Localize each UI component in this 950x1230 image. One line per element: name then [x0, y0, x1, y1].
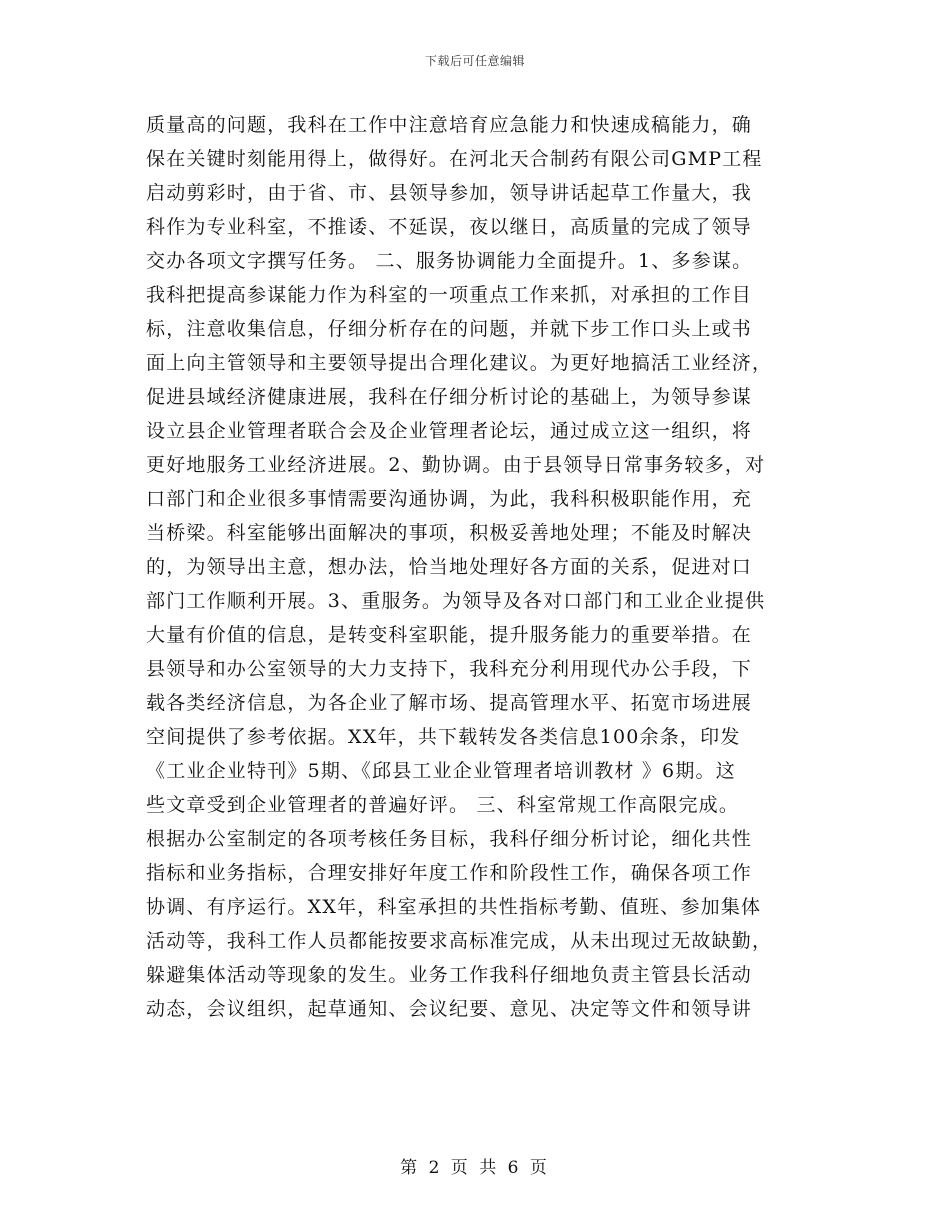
- body-line: 当桥梁。科室能够出面解决的事项，积极妥善地处理；不能及时解决: [146, 522, 753, 544]
- body-line: 指标和业务指标，合理安排好年度工作和阶段性工作，确保各项工作: [146, 862, 753, 884]
- body-line: 部门工作顺利开展。3、重服务。为领导及各对口部门和工业企业提供: [146, 590, 766, 612]
- body-line: 口部门和企业很多事情需要沟通协调，为此，我科积极职能作用，充: [146, 488, 753, 510]
- body-line: 的，为领导出主意，想办法，恰当地处理好各方面的关系，促进对口: [146, 556, 753, 578]
- body-line: 启动剪彩时，由于省、市、县领导参加，领导讲话起草工作量大，我: [146, 182, 753, 204]
- body-line: 活动等，我科工作人员都能按要求高标准完成，从未出现过无故缺勤，: [146, 930, 773, 952]
- body-line: 空间提供了参考依据。XX年，共下载转发各类信息100余条，印发: [146, 726, 741, 748]
- body-line: 动态，会议组织，起草通知、会议纪要、意见、决定等文件和领导讲: [146, 998, 753, 1020]
- page-header: 下载后可任意编辑: [424, 54, 525, 68]
- body-line: 载各类经济信息，为各企业了解市场、提高管理水平、拓宽市场进展: [146, 692, 753, 714]
- body-line: 更好地服务工业经济进展。2、勤协调。由于县领导日常事务较多，对: [146, 454, 766, 476]
- body-line: 我科把提高参谋能力作为科室的一项重点工作来抓，对承担的工作目: [146, 284, 753, 306]
- body-line: 面上向主管领导和主要领导提出合理化建议。为更好地搞活工业经济，: [146, 352, 773, 374]
- body-line: 质量高的问题，我科在工作中注意培育应急能力和快速成稿能力，确: [146, 114, 753, 136]
- body-line: 些文章受到企业管理者的普遍好评。 三、科室常规工作高限完成。: [146, 794, 740, 816]
- body-line: 县领导和办公室领导的大力支持下，我科充分利用现代办公手段，下: [146, 658, 753, 680]
- body-line: 科作为专业科室，不推诿、不延误，夜以继日，高质量的完成了领导: [146, 216, 753, 238]
- body-line: 根据办公室制定的各项考核任务目标，我科仔细分析讨论，细化共性: [146, 828, 753, 850]
- body-line: 标，注意收集信息，仔细分析存在的问题，并就下步工作口头上或书: [146, 318, 753, 340]
- body-line: 保在关键时刻能用得上，做得好。在河北天合制药有限公司GMP工程: [146, 148, 763, 170]
- body-line: 躲避集体活动等现象的发生。业务工作我科仔细地负责主管县长活动: [146, 964, 753, 986]
- body-line: 大量有价值的信息，是转变科室职能，提升服务能力的重要举措。在: [146, 624, 753, 646]
- body-line: 促进县域经济健康进展，我科在仔细分析讨论的基础上，为领导参谋: [146, 386, 753, 408]
- document-body: [146, 108, 806, 1026]
- body-line: 交办各项文字撰写任务。 二、服务协调能力全面提升。1、多参谋。: [146, 250, 753, 272]
- body-line: 设立县企业管理者联合会及企业管理者论坛，通过成立这一组织，将: [146, 420, 753, 442]
- page-number: 第 2 页 共 6 页: [400, 1158, 550, 1178]
- body-line: 《工业企业特刊》5期、《邱县工业企业管理者培训教材 》6期。这: [146, 760, 736, 782]
- body-line: 协调、有序运行。XX年，科室承担的共性指标考勤、值班、参加集体: [146, 896, 762, 918]
